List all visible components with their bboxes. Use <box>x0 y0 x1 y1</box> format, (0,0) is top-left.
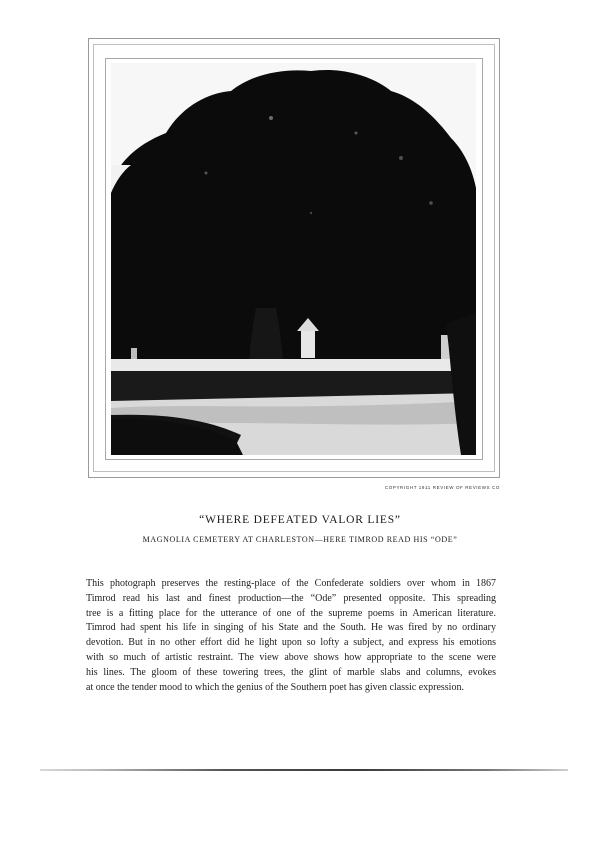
body-paragraph <box>86 577 496 695</box>
caption-title: “WHERE DEFEATED VALOR LIES” <box>199 514 401 526</box>
cemetery-photograph <box>111 63 476 455</box>
caption-subtitle: MAGNOLIA CEMETERY AT CHARLESTON—HERE TIMROD READ HIS “ODE” <box>142 535 458 544</box>
body-line: with so much of artistic restraint. The view above shows how appropriate to the scene were <box>86 651 496 663</box>
body-line: his lines. The gloom of these towering trees, the glint of marble slabs and columns, evokes <box>86 666 496 678</box>
body-line: This photograph preserves the resting-place of the Confederate soldiers over whom in 1867 <box>86 578 496 589</box>
body-line: tree is a fitting place for the utterance of one of the supreme poems in American literature. <box>86 607 496 619</box>
body-line: Timrod read his last and finest production—the “Ode” presented opposite. This spreading <box>86 592 496 604</box>
bottom-rule <box>40 769 568 771</box>
body-line: at once the tender mood to which the genius of the Southern poet has given classic expression. <box>86 681 464 693</box>
copyright-notice: COPYRIGHT 1911 REVIEW OF REVIEWS CO <box>384 485 500 490</box>
body-line: Timrod had spent his life in singing of his State and the South. He was fired by no ordinary <box>86 622 496 634</box>
body-line: devotion. But in no other effort did he light upon so lofty a subject, and express his emotions <box>86 637 496 649</box>
